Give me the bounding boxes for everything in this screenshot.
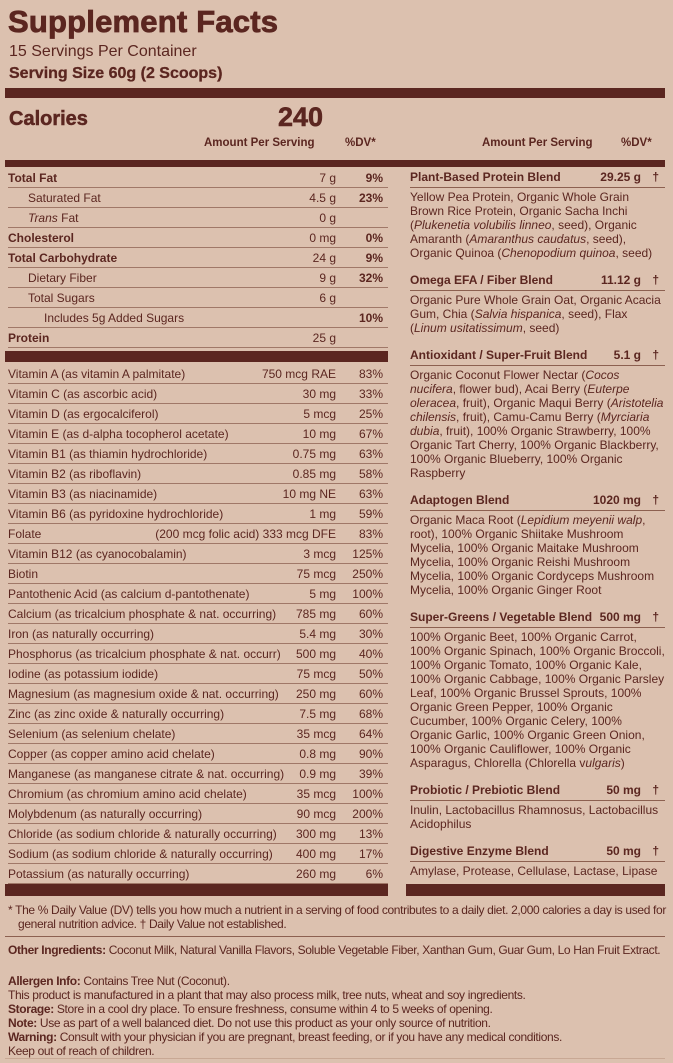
micronutrient-name: Folate <box>8 527 42 541</box>
nutrient-name: Dietary Fiber <box>28 271 97 285</box>
blend-ingredients <box>410 862 665 878</box>
blend-ingredients <box>410 291 665 335</box>
micronutrient-dv: 67% <box>358 427 383 441</box>
micronutrient-dv: 250% <box>352 567 383 581</box>
blend-header <box>410 271 665 291</box>
blend-table <box>410 168 665 878</box>
micronutrient-name: Vitamin B6 (as pyridoxine hydrochloride) <box>8 507 224 521</box>
divider-thick <box>5 88 665 98</box>
blend-ingredients <box>410 511 665 597</box>
micronutrient-name: Vitamin B1 (as thiamin hydrochloride) <box>8 447 208 461</box>
nutrient-dv: 9% <box>365 171 383 185</box>
blend-name: Probiotic / Prebiotic Blend <box>410 783 561 797</box>
blend-name: Super-Greens / Vegetable Blend <box>410 610 593 624</box>
nutrient-row <box>8 248 388 268</box>
right-dv-header: %DV* <box>621 137 652 149</box>
ingredient-text: Yellow Pea Protein, Organic Whole Grain Brown Rice Protein, Organic Sacha Inchi ( <box>410 190 629 232</box>
micronutrient-name: Vitamin E (as d-alpha tocopherol acetate) <box>8 427 229 441</box>
micronutrient-amount: 75 mcg <box>296 567 336 581</box>
micronutrient-name: Potassium (as naturally occurring) <box>8 867 190 881</box>
micronutrient-row <box>8 424 388 444</box>
micronutrient-dv: 33% <box>358 387 383 401</box>
nutrient-amount: 25 g <box>312 331 336 345</box>
blend-amount: 1020 mg <box>592 493 641 507</box>
nutrient-dv: 32% <box>358 271 383 285</box>
nutrient-row <box>8 228 388 248</box>
dagger-mark: † <box>652 844 659 858</box>
micronutrient-row <box>8 844 388 864</box>
micronutrient-dv: 63% <box>358 447 383 461</box>
micronutrient-row <box>8 704 388 724</box>
nutrient-dv: 23% <box>358 191 383 205</box>
micronutrient-name: Phosphorus (as tricalcium phosphate & nat. occurr) <box>8 647 281 661</box>
micronutrient-name: Calcium (as tricalcium phosphate & nat. occurring) <box>8 607 277 621</box>
micronutrient-dv: 50% <box>358 667 383 681</box>
micronutrient-row <box>8 784 388 804</box>
nutrient-dv: 0% <box>365 231 383 245</box>
micronutrient-row <box>8 604 388 624</box>
micronutrient-table <box>8 364 388 884</box>
nutrient-name: Cholesterol <box>8 231 75 245</box>
micronutrient-amount: 750 mcg RAE <box>261 367 336 381</box>
micronutrient-name: Molybdenum (as naturally occurring) <box>8 807 203 821</box>
micronutrient-row <box>8 804 388 824</box>
warning-text: Consult with your physician if you are pregnant, breast feeding, or if you have any medical conditions. <box>56 1030 562 1044</box>
blend-header <box>410 842 665 862</box>
dagger-mark: † <box>652 170 659 184</box>
other-ingredients <box>8 943 663 957</box>
botanical-name: Plukenetia volubilis linneo <box>414 218 552 232</box>
micronutrient-amount: 35 mcg <box>296 727 336 741</box>
micronutrient-dv: 60% <box>358 687 383 701</box>
micronutrient-row <box>8 364 388 384</box>
nutrient-row <box>8 288 388 308</box>
micronutrient-name: Chromium (as chromium amino acid chelate) <box>8 787 247 801</box>
botanical-name: Amaranthus caudatus <box>469 232 587 246</box>
nutrient-row <box>8 208 388 228</box>
warning-label: Warning: <box>8 1030 57 1044</box>
nutrient-name: Saturated Fat <box>28 191 101 205</box>
botanical-name: Cocos nucifera <box>410 368 620 396</box>
botanical-name: Lepidium meyenii walp <box>520 513 643 527</box>
micronutrient-amount: 35 mcg <box>296 787 336 801</box>
ingredient-text: , seed), Flax ( <box>410 307 628 335</box>
micronutrient-amount: 5.4 mg <box>299 627 336 641</box>
micronutrient-amount: 400 mg <box>295 847 336 861</box>
nutrient-name-prefix: Trans <box>28 211 58 225</box>
micronutrient-dv: 58% <box>358 467 383 481</box>
nutrient-dv: 10% <box>358 311 383 325</box>
nutrient-amount: 24 g <box>312 251 336 265</box>
micronutrient-row <box>8 384 388 404</box>
blend-header <box>410 346 665 366</box>
nutrient-row <box>8 308 388 328</box>
dagger-mark: † <box>652 783 659 797</box>
right-amount-header: Amount Per Serving <box>482 137 593 149</box>
blend-section <box>410 168 665 260</box>
warning-info <box>8 1030 663 1044</box>
note-label: Note: <box>8 1016 37 1030</box>
storage-info <box>8 1002 663 1016</box>
divider-thick <box>5 884 388 896</box>
nutrient-name <box>8 208 78 228</box>
micronutrient-amount: 250 mg <box>295 687 336 701</box>
ingredient-text: Organic Maca Root ( <box>410 513 521 527</box>
micronutrient-row <box>8 664 388 684</box>
micronutrient-row <box>8 544 388 564</box>
dagger-mark: † <box>652 273 659 287</box>
blend-section <box>410 842 665 878</box>
dagger-mark: † <box>652 610 659 624</box>
blend-header <box>410 608 665 628</box>
nutrient-amount: 6 g <box>319 291 336 305</box>
micronutrient-name: Iodine (as potassium iodide) <box>8 667 159 681</box>
ingredient-text: , root), 100% Organic Shiitake Mushroom Mycelia, 100% Organic Maitake Mushroom Mycelia, 100% Organic Reishi Mushroom Mycelia, 100% Organic Cordyceps Mushroom Mycelia, 100% Organic Ginger Root <box>410 513 655 597</box>
ingredient-text: ) <box>620 756 625 770</box>
nutrient-name: Includes 5g Added Sugars <box>44 311 185 325</box>
note-text: Use as part of a well balanced diet. Do not use this product as your only source of nutrition. <box>36 1016 491 1030</box>
nutrient-row <box>8 328 388 348</box>
micronutrient-amount: 3 mcg <box>303 547 336 561</box>
dagger-mark: † <box>652 348 659 362</box>
micronutrient-name: Manganese (as manganese citrate & nat. occurring) <box>8 767 285 781</box>
micronutrient-name: Vitamin A (as vitamin A palmitate) <box>8 367 186 381</box>
storage-text: Store in a cool dry place. To ensure freshness, consume within 4 to 5 weeks of opening. <box>53 1002 493 1016</box>
micronutrient-name: Selenium (as selenium chelate) <box>8 727 176 741</box>
ingredient-text: , seed) <box>522 321 560 335</box>
nutrient-amount: 0 g <box>319 211 336 225</box>
micronutrient-row <box>8 464 388 484</box>
blend-name: Adaptogen Blend <box>410 493 510 507</box>
ingredient-text: Organic Pure Whole Grain Oat, Organic Acacia Gum, Chia ( <box>410 293 661 321</box>
blend-amount: 5.1 g <box>613 348 641 362</box>
macronutrient-table <box>8 168 388 348</box>
blend-amount: 50 mg <box>606 783 641 797</box>
micronutrient-row <box>8 404 388 424</box>
micronutrient-amount: 0.85 mg <box>292 467 336 481</box>
micronutrient-row <box>8 744 388 764</box>
blend-name: Digestive Enzyme Blend <box>410 844 549 858</box>
blend-name: Omega EFA / Fiber Blend <box>410 273 553 287</box>
micronutrient-dv: 68% <box>358 707 383 721</box>
micronutrient-row <box>8 624 388 644</box>
micronutrient-amount: 75 mcg <box>296 667 336 681</box>
micronutrient-name: Biotin <box>8 567 39 581</box>
blend-section <box>410 781 665 831</box>
micronutrient-amount: 10 mg <box>302 427 336 441</box>
divider-thick <box>5 160 665 167</box>
micronutrient-row <box>8 484 388 504</box>
micronutrient-dv: 90% <box>358 747 383 761</box>
micronutrient-dv: 13% <box>358 827 383 841</box>
micronutrient-name: Copper (as copper amino acid chelate) <box>8 747 215 761</box>
nutrient-amount: 0 mg <box>309 231 336 245</box>
serving-size: Serving Size 60g (2 Scoops) <box>9 65 223 82</box>
micronutrient-row <box>8 444 388 464</box>
ingredient-text: , fruit), Organic Maqui Berry ( <box>456 396 611 410</box>
left-amount-header: Amount Per Serving <box>204 137 315 149</box>
ingredient-text: , seed), Organic Quinoa ( <box>410 232 627 260</box>
divider-thin <box>5 1058 665 1059</box>
micronutrient-name: Chloride (as sodium chloride & naturally occurring) <box>8 827 277 841</box>
blend-header <box>410 781 665 801</box>
calories-value: 240 <box>278 102 324 132</box>
micronutrient-amount: (200 mcg folic acid) 333 mcg DFE <box>155 527 336 541</box>
ingredient-text: Inulin, Lactobacillus Rhamnosus, Lactobacillus Acidophilus <box>410 803 659 831</box>
nutrient-amount: 9 g <box>319 271 336 285</box>
blend-header <box>410 491 665 511</box>
micronutrient-name: Vitamin B12 (as cyanocobalamin) <box>8 547 187 561</box>
nutrient-name: Total Fat <box>8 171 58 185</box>
micronutrient-amount: 5 mg <box>309 587 336 601</box>
blend-amount: 29.25 g <box>600 170 641 184</box>
micronutrient-dv: 60% <box>358 607 383 621</box>
allergen-info <box>8 974 663 988</box>
micronutrient-amount: 90 mcg <box>296 807 336 821</box>
micronutrient-dv: 200% <box>352 807 383 821</box>
micronutrient-amount: 1 mg <box>309 507 336 521</box>
allergen-label: Allergen Info: <box>8 974 81 988</box>
micronutrient-amount: 260 mg <box>295 867 336 881</box>
micronutrient-row <box>8 524 388 544</box>
note-info <box>8 1016 663 1030</box>
servings-per-container: 15 Servings Per Container <box>9 43 197 60</box>
divider-thick <box>406 884 665 896</box>
micronutrient-dv: 100% <box>352 587 383 601</box>
micronutrient-row <box>8 504 388 524</box>
micronutrient-row <box>8 644 388 664</box>
botanical-name: Salvia hispanica <box>474 307 562 321</box>
micronutrient-dv: 6% <box>365 867 383 881</box>
allergen-text: Contains Tree Nut (Coconut). <box>80 974 230 988</box>
micronutrient-amount: 5 mcg <box>303 407 336 421</box>
micronutrient-row <box>8 764 388 784</box>
botanical-name: Euterpe oleracea <box>410 382 630 410</box>
nutrient-name: Total Sugars <box>28 291 95 305</box>
nutrient-amount: 4.5 g <box>309 191 336 205</box>
blend-section <box>410 491 665 597</box>
ingredient-text: , fruit), Camu-Camu Berry ( <box>456 410 601 424</box>
blend-ingredients <box>410 188 665 260</box>
micronutrient-name: Pantothenic Acid (as calcium d-pantothenate) <box>8 587 250 601</box>
blend-ingredients <box>410 628 665 770</box>
blend-amount: 11.12 g <box>600 273 641 287</box>
botanical-name: Aristotelia chilensis <box>410 396 664 424</box>
blend-header <box>410 168 665 188</box>
micronutrient-name: Iron (as naturally occurring) <box>8 627 155 641</box>
micronutrient-amount: 785 mg <box>295 607 336 621</box>
blend-amount: 500 mg <box>599 610 641 624</box>
blend-ingredients <box>410 366 665 480</box>
micronutrient-dv: 125% <box>352 547 383 561</box>
micronutrient-row <box>8 864 388 884</box>
blend-section <box>410 608 665 770</box>
nutrient-name-suffix: Fat <box>57 211 79 225</box>
micronutrient-name: Vitamin D (as ergocalciferol) <box>8 407 159 421</box>
micronutrient-amount: 300 mg <box>295 827 336 841</box>
dv-footnote: * The % Daily Value (DV) tells you how much a nutrient in a serving of food contributes to a daily diet. 2,000 calories a day is used for general nutrition advice. † Daily Value not established. <box>8 903 666 931</box>
calories-label: Calories <box>9 108 88 130</box>
nutrient-name: Total Carbohydrate <box>8 251 118 265</box>
ingredient-text: Amylase, Protease, Cellulase, Lactase, Lipase <box>410 864 658 878</box>
ingredient-text: , seed) <box>615 246 653 260</box>
nutrient-row <box>8 168 388 188</box>
micronutrient-dv: 64% <box>358 727 383 741</box>
micronutrient-dv: 17% <box>358 847 383 861</box>
micronutrient-amount: 500 mg <box>295 647 336 661</box>
botanical-name: ulgaris <box>585 756 621 770</box>
facility-notice: This product is manufactured in a plant that may also process milk, tree nuts, wheat and soy ingredients. <box>8 988 526 1002</box>
blend-ingredients <box>410 801 665 831</box>
blend-section <box>410 271 665 335</box>
nutrient-row <box>8 268 388 288</box>
nutrient-name: Protein <box>8 331 50 345</box>
micronutrient-dv: 83% <box>358 527 383 541</box>
ingredient-text: Organic Coconut Flower Nectar ( <box>410 368 586 382</box>
ingredient-text: , seed), Organic Amaranth ( <box>410 218 637 246</box>
micronutrient-amount: 0.75 mg <box>292 447 336 461</box>
divider-thin <box>5 936 665 937</box>
ingredient-text: 100% Organic Beet, 100% Organic Carrot, 100% Organic Spinach, 100% Organic Broccoli, 100% Organic Tomato, 100% Organic Kale, 100% Organic Cabbage, 100% Organic Parsley Leaf, 100% Organic Brussel Sprouts, 100% Organic Green Pepper, 100% Organic Cucumber, 100% Organic Celery, 100% Organic Garlic, 100% Organic Green Onion, 100% Organic Cauliflower, 100% Organic Asparagus, Chlorella (Chlorella v <box>410 630 665 770</box>
micronutrient-row <box>8 684 388 704</box>
nutrient-dv: 9% <box>365 251 383 265</box>
micronutrient-dv: 30% <box>358 627 383 641</box>
blend-section <box>410 346 665 480</box>
micronutrient-name: Vitamin B2 (as riboflavin) <box>8 467 142 481</box>
micronutrient-name: Vitamin B3 (as niacinamide) <box>8 487 158 501</box>
micronutrient-amount: 30 mg <box>302 387 336 401</box>
additional-info <box>8 974 663 1058</box>
micronutrient-amount: 10 mg NE <box>282 487 336 501</box>
micronutrient-dv: 63% <box>358 487 383 501</box>
ingredient-text: , flower bud), Acai Berry ( <box>452 382 588 396</box>
botanical-name: Chenopodium quinoa <box>501 246 616 260</box>
botanical-name: Linum usitatissimum <box>414 321 523 335</box>
micronutrient-row <box>8 824 388 844</box>
micronutrient-dv: 40% <box>358 647 383 661</box>
micronutrient-name: Magnesium (as magnesium oxide & nat. occurring) <box>8 687 279 701</box>
micronutrient-row <box>8 564 388 584</box>
dagger-mark: † <box>652 493 659 507</box>
micronutrient-amount: 7.5 mg <box>299 707 336 721</box>
micronutrient-name: Vitamin C (as ascorbic acid) <box>8 387 158 401</box>
micronutrient-dv: 39% <box>358 767 383 781</box>
children-warning: Keep out of reach of children. <box>8 1044 155 1058</box>
blend-name: Plant-Based Protein Blend <box>410 170 561 184</box>
micronutrient-dv: 25% <box>358 407 383 421</box>
label-title: Supplement Facts <box>8 4 279 39</box>
botanical-name: Myrciaria dubia <box>410 410 650 438</box>
micronutrient-name: Sodium (as sodium chloride & naturally occurring) <box>8 847 273 861</box>
micronutrient-amount: 0.9 mg <box>299 767 336 781</box>
other-ingredients-text: Coconut Milk, Natural Vanilla Flavors, Soluble Vegetable Fiber, Xanthan Gum, Guar Gum, Lo Han Fruit Extract. <box>105 943 661 957</box>
ingredient-text: , fruit), 100% Organic Strawberry, 100% Organic Tart Cherry, 100% Organic Blackberry, 100% Organic Blueberry, 100% Organic Raspberry <box>410 424 659 480</box>
divider-thick <box>5 351 388 362</box>
nutrient-amount: 7 g <box>319 171 336 185</box>
micronutrient-dv: 83% <box>358 367 383 381</box>
micronutrient-dv: 59% <box>358 507 383 521</box>
micronutrient-row <box>8 724 388 744</box>
blend-name: Antioxidant / Super-Fruit Blend <box>410 348 588 362</box>
micronutrient-name: Zinc (as zinc oxide & naturally occurring) <box>8 707 225 721</box>
blend-amount: 50 mg <box>606 844 641 858</box>
left-dv-header: %DV* <box>345 137 376 149</box>
nutrient-row <box>8 188 388 208</box>
storage-label: Storage: <box>8 1002 54 1016</box>
micronutrient-row <box>8 584 388 604</box>
micronutrient-amount: 0.8 mg <box>299 747 336 761</box>
other-ingredients-label: Other Ingredients: <box>8 943 106 957</box>
micronutrient-dv: 100% <box>352 787 383 801</box>
